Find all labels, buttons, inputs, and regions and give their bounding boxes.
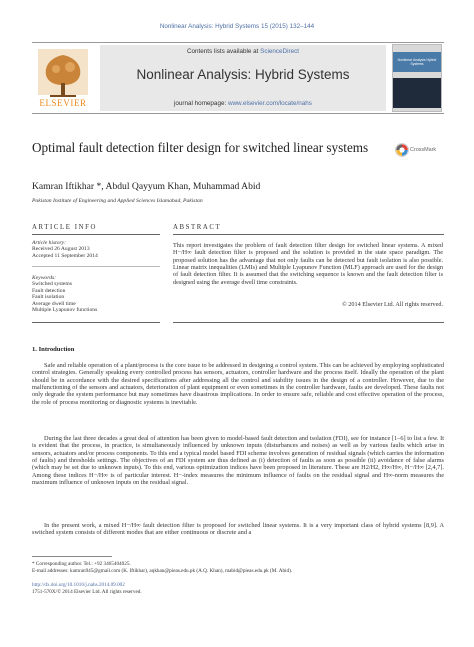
sciencedirect-link[interactable]: ScienceDirect xyxy=(260,48,299,55)
elsevier-wordmark: ELSEVIER xyxy=(39,98,87,108)
abstract-rule xyxy=(173,234,444,235)
keyword-item: Fault detection xyxy=(32,287,66,294)
intro-paragraph-2: During the last three decades a great deal of attention has been given to model-based fault detection and isolation (FDI), see for instance [1–6] to list a few. It is evident that the process, in practice, is simultaneously influenced by unknown inputs (disturbances and noises) as well as by various faults which arise in sensors, actuators and/or process components. To this end a typical model based FDI scheme involves generation of residual signals (which carries the information of faults) and thresholds settings. The objectives of an FDI system are thus defined as (i) detection of faults as soon as possible (ii) avoidance of false alarms (which may be set due to unknown inputs). To this end, various optimization indices have been proposed in literature. These are H2/H2, H∞/H∞, H−/H∞ [2,4,7]. Among these indices H−/H∞ is of particular interest. H−-index measures the minimum influence of faults on the residual signal and H∞-norm measures the maximum influence of unknown inputs on the residual signal. xyxy=(32,435,444,487)
paper-title: Optimal fault detection filter design for switched linear systems xyxy=(32,140,369,155)
accepted-date: Accepted 11 September 2014 xyxy=(32,252,98,259)
author-list: Kamran Iftikhar *, Abdul Qayyum Khan, Muhammad Abid xyxy=(32,181,261,192)
contents-available-line: Contents lists available at ScienceDirect xyxy=(186,48,299,55)
abstract-heading: ABSTRACT xyxy=(173,224,222,231)
corresponding-author-note: * Corresponding author. Tel.: +92 3465404025. xyxy=(32,561,131,567)
history-label: Article history: xyxy=(32,240,67,246)
author-affiliation: Pakistan Institute of Engineering and Applied Sciences Islamabad, Pakistan xyxy=(32,198,203,204)
journal-citation[interactable]: Nonlinear Analysis: Hybrid Systems 15 (2015) 132–144 xyxy=(159,23,315,30)
received-date: Received 26 August 2013 xyxy=(32,246,90,253)
abstract-copyright: © 2014 Elsevier Ltd. All rights reserved. xyxy=(342,301,443,308)
article-info-rule xyxy=(32,234,160,235)
journal-homepage-line: journal homepage: www.elsevier.com/locate/nahs xyxy=(174,100,312,107)
introduction-heading: 1. Introduction xyxy=(32,346,75,353)
article-history xyxy=(32,240,160,259)
keyword-item: Switched systems xyxy=(32,281,72,288)
history-divider xyxy=(32,266,160,267)
intro-paragraph-1: Safe and reliable operation of a plant/process is the core issue to be addressed in designing a control system. This can be achieved by employing sophisticated control strategies. Generally speaking every controlled process has sensors, actuators, controller hardware and the process itself. Ideally the operation of the plant should be in accordance with the desired specifications after addressing all the control and stability issues in the design of a controller. However, due to the malfunctioning of the sensors and actuators, deterioration of plant equipment or even sometimes in the controller hardware, faults are developed. These faults not only degrade the system performance but may sometimes have disastrous implications. In order to ensure safe, reliable and cost effective operation of the process, the role of process monitoring or diagnostic systems is inevitable. xyxy=(32,362,444,406)
keyword-item: Multiple Lyapunov functions xyxy=(32,307,98,314)
abstract-bottom-rule xyxy=(173,322,444,323)
email-addresses[interactable]: E-mail addresses: kamran945@gmail.com (K. Iftikhar), aqkhan@pieas.edu.pk (A.Q. Khan), mabid@pieas.edu.pk (M. Abid). xyxy=(32,568,293,574)
cover-image xyxy=(393,78,441,108)
footnote-rule xyxy=(32,556,112,557)
cover-title: Nonlinear Analysis Hybrid Systems xyxy=(397,58,437,66)
article-info-heading: ARTICLE INFO xyxy=(32,224,98,231)
crossmark-icon[interactable] xyxy=(395,143,409,157)
keywords-label: Keywords: xyxy=(32,275,57,281)
elsevier-tree-logo-icon xyxy=(32,45,94,105)
doi-link[interactable]: http://dx.doi.org/10.1016/j.nahs.2014.09.002 xyxy=(32,582,125,588)
keyword-list xyxy=(32,275,160,313)
issn-copyright: 1751-570X/© 2014 Elsevier Ltd. All rights reserved. xyxy=(32,589,142,595)
keyword-item: Average dwell time xyxy=(32,300,76,307)
keywords-rule xyxy=(32,322,160,323)
intro-paragraph-3: In the present work, a mixed H−/H∞ fault detection filter is proposed for switched linear systems. It is a very important class of hybrid systems [8,9]. A switched system consists of different modes that are either continuous or discrete and a xyxy=(32,522,444,537)
journal-title: Nonlinear Analysis: Hybrid Systems xyxy=(136,67,350,82)
keyword-item: Fault isolation xyxy=(32,294,65,301)
crossmark-label[interactable]: CrossMark xyxy=(410,147,437,153)
journal-homepage-link[interactable]: www.elsevier.com/locate/nahs xyxy=(227,100,312,107)
abstract-text: This report investigates the problem of fault detection filter design for switched linear systems. A mixed H−/H∞ fault detection filter is proposed and the solution is provided in the state space paradigm. The proposed solution has the advantage that not only faults can be detected but fault isolation is also possible. Linear matrix inequalities (LMIs) and Multiple Lyapunov Function (MLF) approach are used for the design of fault detection filter. It is assumed that the switching sequence is known and the fault detection filter is designed using the average dwell time constraints. xyxy=(173,242,443,286)
